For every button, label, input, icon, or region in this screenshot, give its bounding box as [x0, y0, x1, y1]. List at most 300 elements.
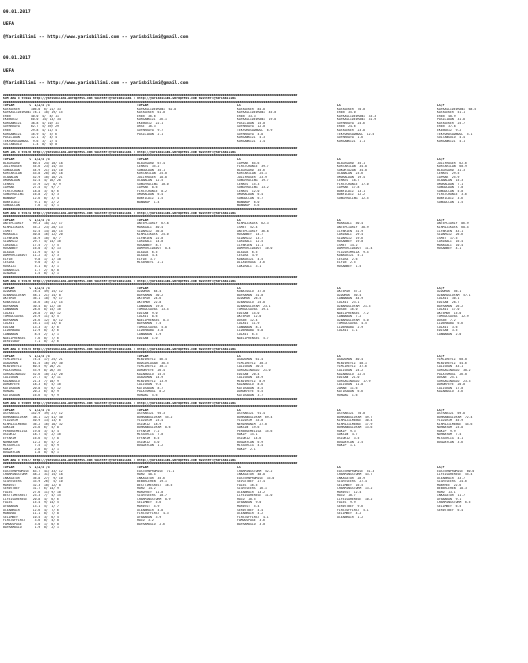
table-cell: COLAVI 23.1 [337, 301, 360, 305]
column-header: LS [237, 465, 241, 469]
table-cell: FALES 15.4 9/ 14/ 5 [3, 501, 59, 505]
table-cell: BUHRANOGLUYAM 13.6 [337, 426, 373, 430]
table-cell: BAYRAMOGLU 1.9 0/ 2/ 1 [3, 526, 59, 530]
table-cell: CERKES 15.3 [237, 182, 260, 186]
table-row [3, 394, 528, 398]
race-title: KUM ARA = 97069 http://yarisbilimi.wordpress.com twitter:@YarisBilimi : http://yarisbilimi.wordpress.com twitter:@YarisBilimi [3, 401, 236, 405]
separator-line: ############################################################################################################################################################## [3, 462, 298, 466]
table-cell: MINIVREYIZ 54.6 [437, 361, 467, 365]
table-cell: CARIBALI 29.4 [337, 233, 364, 237]
table-cell: ANTEPLIARIF 67.8 [137, 222, 169, 226]
table-cell: KIRMIZIKAYA 62.3 [237, 222, 269, 226]
table-cell: USLUKIZ 18.9 [137, 422, 162, 426]
table-cell: GURSAGINOGLU 17.9 [337, 379, 371, 383]
table-cell: USLUKIZ 3.5 [337, 437, 360, 440]
table-cell: GOKSIN 19.6 [237, 426, 260, 430]
table-cell: BUGDAYCAN 1.8 0/ 0/ 1 [3, 451, 59, 455]
table-cell: UCANALAN 23.6 [337, 172, 364, 176]
table-cell: KAZANOGLU 15.5 [137, 372, 165, 376]
table-cell: SUKURTAZAN 34.0 [337, 168, 367, 172]
table-cell: SONGULCAN 5.0 [437, 189, 464, 193]
table-cell: SERVETBEY 9.6 [337, 504, 364, 508]
table-cell: KATIKADAN 6.6 [337, 390, 364, 394]
table-cell: ASTRAKIZI 70.0 [337, 412, 365, 416]
table-cell: TUMSULSAVAS 4.5 [337, 322, 367, 326]
table-cell: ILYBRIEN 43.1 [437, 229, 464, 233]
table-cell: HARO 48.4 [137, 473, 156, 477]
column-header: LS [337, 104, 341, 108]
race-block [3, 455, 528, 529]
table-cell: KORSANKIZI 4.1 [437, 139, 465, 143]
table-cell: SIDARGIZ 29.7 4/ 14/ 10 [3, 240, 61, 244]
table-cell: KAZANOGLU 22.5 [337, 372, 365, 376]
table-cell: BUGDAYCAN 6.9 [237, 440, 264, 444]
table-cell: KAFKASLIDEVRANI 62.8 [137, 107, 177, 111]
table-cell: GOBAKKIZI 1.7 2/ 0/ 0 [3, 268, 59, 272]
separator-line: ############################################################################################################################################################## [3, 147, 298, 151]
table-cell: SUNGFRACING 16.8 2/ 4/ 3 [3, 193, 59, 197]
table-cell: JOLLYROGER 18.8 [137, 175, 167, 179]
table-cell: KATIKADAN 16.6 5/ 9/ 9 [3, 393, 59, 397]
table-cell: EREN 40.0 4/ 8/ 11 [3, 114, 59, 118]
table-cell: SUNGFRACING 13.2 [237, 186, 269, 190]
table-cell: GOKSIN 4.7 [337, 433, 358, 437]
table-cell: COLAVI 6.3 [237, 332, 258, 336]
table-cell: DUSEN 12.4 [237, 318, 258, 322]
table-cell: BUGDAYCAN 1.2 [137, 444, 164, 448]
table-cell: YIMCIREYIZ 37.6 [337, 365, 367, 369]
report-date-repeat: 09.01.2017 [3, 56, 31, 62]
race-block [3, 147, 528, 207]
column-header: LS [337, 465, 341, 469]
table-cell: AKTEMIR 24.6 [137, 297, 162, 301]
table-cell: ANTEPLIARIF 38.9 [337, 225, 369, 229]
table-cell: EASTERNPROMISE 33.0 [237, 476, 275, 480]
table-cell: ISMET 14.2 [337, 243, 358, 247]
column-header: LS/F [437, 354, 445, 358]
table-cell: TEKFORDSADBOGL 12.5 [337, 132, 375, 136]
table-cell: LIDERBABA 6.8 [237, 329, 264, 333]
table-cell: LIDERBABA 3.0 [137, 329, 164, 333]
table-cell: KAYASEKER 25.7 [437, 121, 465, 125]
table-cell: OCEANHAIR 13.2 [237, 490, 265, 494]
table-cell: GURSAGINOGLU 52.6 10/ 21/ 20 [3, 372, 63, 376]
table-cell: SIDARGIZ 13.7 [237, 236, 264, 240]
separator-line: ############################################################################################################################################################## [3, 283, 298, 287]
table-cell: BONYILDIZ 9.1 0/ 2/ 2 [3, 200, 59, 204]
table-cell: BUHRANOGLUYAM 72.4 [437, 415, 473, 419]
table-cell: BAYRAMAN 31.0 [237, 293, 264, 297]
table-cell: SELIMBEY 6.5 [437, 504, 462, 508]
table-cell: ILYBRIEN 31.9 [337, 229, 364, 233]
column-header: LS [237, 104, 241, 108]
table-cell: FIRSTCHANCE 17.0 [337, 182, 369, 186]
report-brand-repeat: UEFA [3, 68, 15, 74]
column-header: LS [337, 354, 341, 358]
column-header: TOPLAM % 1/2/3 /3 [3, 408, 50, 412]
table-cell: CALISKAN 11.8 [337, 383, 364, 387]
table-cell: SULTANGULU 1.4 0/ 0/ 0 [3, 143, 58, 147]
table-cell: EREN 24.6 [337, 125, 356, 129]
table-cell: GUFRKKAYA 62.7 5/ 49/ 29 [3, 125, 59, 129]
table-cell: AYABAKAN 9.0 [237, 501, 262, 505]
table-cell: MINIVREYIZ 13.9 [137, 379, 167, 383]
table-cell: DORUKFEYE 18.3 6/ 5/ 10 [3, 383, 61, 387]
table-cell: EREN 29.8 4/ 11/ 4 [3, 129, 58, 132]
table-cell: KUBATOGLU 34.6 16/ 21/ 14 [3, 301, 63, 305]
table-cell: EDISAN 21.0 [337, 376, 360, 380]
table-cell: OCEANHAIR 12.6 4/ 7/ 6 [3, 508, 59, 512]
separator-line: ############################################################################################################################################################## [3, 208, 298, 212]
table-cell: OCEANHAIR 33.7 [437, 476, 465, 480]
table-cell: SONGULCAN 6.7 [237, 196, 264, 200]
table-cell: HURDAG 5.6 [137, 393, 158, 397]
report-brand: UEFA [3, 22, 15, 28]
separator-line: ############################################################################################################################################################## [3, 397, 298, 401]
table-cell: FALES 9.9 [337, 501, 356, 505]
table-cell: BUHRANOGLUYAM 8.6 [137, 426, 171, 430]
table-cell: CARIBALI 16.4 [437, 240, 464, 244]
table-cell: DORUKFEYE 20.0 [437, 383, 465, 387]
table-cell: COLAVI 30.1 [437, 297, 460, 301]
table-cell: BUHRANOGLUYAM 49.7 [337, 415, 373, 419]
table-cell: BUHRANOGLUYAM 69.4 [237, 415, 273, 419]
table-cell: PERENSEMELISA 15.6 [237, 429, 273, 433]
table-cell: TUMSULSAVAS 12.9 [437, 315, 469, 319]
table-cell: IAPRAK 64.6 [237, 161, 260, 165]
table-cell: WANNAUP 5.6 [237, 204, 260, 208]
table-cell: YIMCIREYIZ 30.3 [237, 361, 267, 365]
table-cell: KAFKASLIDEVRANI 68.5 [437, 107, 477, 111]
table-cell: BUGDAYCAN 2.5 [337, 440, 364, 444]
table-row [3, 340, 528, 344]
table-cell: NAELIPRENSES 7.6 0/ 7/ 6 [3, 336, 59, 340]
table-cell: SONGULDAN 44.9 21/ 14/ 10 [3, 168, 63, 172]
table-cell: KAYASEKER 61.0 [137, 111, 165, 115]
table-cell: UCANALAN 42.9 10/ 18/ 21 [3, 175, 63, 179]
table-cell: JOLLYROGER 55.6 23/ 14/ 33 [3, 165, 63, 169]
table-cell: BUHRANOGLUYAM 55.2 [137, 415, 173, 419]
table-cell: DORUKFEYE 26.4 [137, 369, 165, 373]
table-cell: AGAOSMAN 40.4 [337, 358, 364, 362]
table-cell: UMURALDAN 7.1 [437, 182, 464, 186]
table-cell: PALATUMOGL 26.0 [437, 372, 467, 376]
table-cell: KAYASEKER 106.0 6/ 21/ 33 [3, 107, 61, 111]
race-block [3, 344, 528, 397]
table-cell: ALAIDA 4.4 [137, 254, 158, 258]
separator-line: ############################################################################################################################################################## [3, 100, 298, 104]
column-header: LS [337, 408, 341, 412]
table-cell: MANSHAO 11.1 0/ 7/ 8 [3, 512, 59, 516]
table-cell: CHARMINGSTORM 6.5 [437, 501, 471, 505]
table-cell: CANNABAN 19.6 [137, 304, 164, 308]
table-cell: KIRMIZILMENSE 30.4 [337, 419, 373, 423]
table-cell: FIRSTOFFIRST 3.6 0/ 4/ 0 [3, 519, 59, 523]
table-cell: HOSANBEY 4.1 [437, 247, 462, 251]
table-cell: MISSERCIG 7.0 [137, 433, 164, 437]
table-cell: DAMPERCIDAVUT 8.4 [137, 247, 171, 251]
table-cell: EDISAN 14.0 [237, 311, 260, 315]
column-header: TOPLAM % 1/2/3 /3 [3, 286, 50, 290]
column-header: LS [337, 218, 341, 222]
table-cell: ALAIDA 6.5 [137, 250, 158, 254]
table-cell: CANNABAN 28.6 8/ 15/ 10 [3, 308, 61, 312]
table-cell: HACO 3.2 [137, 519, 154, 523]
table-row [3, 204, 528, 208]
table-cell: BAYRAMOGLU 3.0 [237, 522, 265, 526]
table-cell: EREN 37.8 [437, 125, 456, 129]
table-cell: TEKFORDSADBOGL 9.6 3/ 2/ 4 [3, 139, 58, 143]
table-cell: ALAIDA 6.5 [237, 250, 258, 254]
table-cell: ANTEPLIARIF 36.8 [237, 229, 269, 233]
table-cell: TUMSULSAVAS 19.1 [237, 308, 269, 312]
table-cell: KUBATOGLU 37.0 [237, 290, 265, 294]
column-header: LS/F [437, 408, 445, 412]
table-cell: OZDORUK 78.4 49/ 15/ 12 [3, 290, 63, 294]
table-cell: BONYILDIZ 13.1 [337, 189, 365, 193]
table-cell: KURTARILAN 34.8 [337, 165, 367, 169]
table-cell: PASILIDAN 15.0 [237, 121, 265, 125]
table-cell: TUMSULSAVAS 13.4 [137, 308, 169, 312]
column-header: LS/F [437, 157, 445, 161]
table-cell: UMURALDAN 19.4 [337, 175, 365, 179]
table-cell: MARVEST 32.3 10/ 12/ 8 [3, 483, 61, 487]
table-cell: EDISAN 9.0 [137, 311, 158, 315]
table-cell: ALAIDA 11.9 4/ 4/ 4 [3, 250, 59, 254]
table-cell: AGAOSMAN 14.9 [137, 376, 164, 380]
table-cell: RAKIP 2.1 [237, 447, 256, 451]
table-cell: SERVETBEY 6.4 [437, 508, 464, 512]
table-cell: ILYBRIEN 11.1 [237, 243, 264, 247]
table-cell: SELIMBEY 16.5 [337, 483, 364, 487]
table-cell: NUHBAYAM 23.8 [437, 426, 464, 430]
table-cell: WANNAUP 6.0 [237, 200, 260, 204]
table-cell: CALISKAN 18.9 [237, 376, 264, 380]
table-cell: ASTRAKIZI 95.3 [137, 412, 165, 416]
table-cell: AKTEMIR 57.2 [337, 290, 362, 294]
table-cell: EASTERNPROMISE 71.1 [137, 469, 175, 473]
table-cell: RAKIP 2.6 0/ 1/ 1 [3, 447, 59, 451]
table-cell: FALES 16.5 [237, 483, 258, 487]
table-cell: FIRSTCHANCE 3.6 [437, 193, 467, 197]
table-cell: KORSANKIZI 26.1 [137, 118, 167, 122]
table-cell: SELIMBEY 4.2 [337, 512, 362, 516]
table-cell: HURDAG 1.6 [337, 393, 358, 397]
table-cell: SIDARGIZ 19.6 [337, 236, 364, 240]
table-cell: YILDIRIM 33.0 [237, 419, 264, 423]
table-cell: SONGULCAN 1.5 [437, 200, 464, 204]
table-cell: JOLLYROGER 62.6 [437, 161, 467, 165]
table-cell: DUSAN 25.1 [437, 376, 458, 380]
table-cell: GUFRKKAYA 24.6 [337, 121, 365, 125]
table-cell: MARVEST 5.4 [237, 504, 260, 508]
table-cell: KAFKASLIDEVRANI 19.8 [237, 118, 277, 122]
table-cell: EREN 35.0 [337, 111, 356, 115]
table-row [3, 272, 528, 276]
table-cell: BONYILDIZ 1.5 [137, 196, 164, 200]
table-cell: ILYBRIEN 34.9 10/ 8/ 7 [3, 236, 61, 240]
table-cell: ASTRAKIZI 69.8 [437, 412, 465, 416]
column-header: TOPLAM % 1/2/3 /3 [3, 104, 50, 108]
table-cell: BONYILDIZ 12.2 [337, 193, 365, 197]
table-cell: CAKIRALI 3.1 [237, 264, 262, 268]
table-cell: LIFEISAHERESE 11.0 [237, 494, 273, 498]
table-cell: BUDGIRLAGAN 38.5 [137, 361, 169, 365]
table-cell: DAMPERCIDAVUT 10.0 [237, 247, 273, 251]
table-cell: AKTEMIR 36.1 10/ 9/ 17 [3, 297, 63, 301]
table-cell: HOSANBEY 16.0 3/ 4/ 13 [3, 247, 61, 251]
table-cell: YILDIRIM 45.9 [437, 419, 464, 423]
table-cell: HARO 13.1 [437, 490, 456, 494]
table-cell: ASTRAKIZI 142.9 39/ 27/ 12 [3, 412, 63, 416]
race-title: KUM ARA = 97075 http://yarisbilimi.wordpress.com twitter:@YarisBilimi : http://yarisbilimi.wordpress.com twitter:@YarisBilimi [3, 347, 236, 351]
table-cell: GOKSIN 23.6 6/ 5/ 8 [3, 426, 59, 430]
table-cell: EDISAN 13.3 3/ 3/ 6 [3, 325, 59, 329]
table-cell: CALISKAN 43.1 [437, 365, 464, 369]
table-cell: BAYRAMAN 30.2 [137, 293, 164, 297]
race-title: KUM ARA = 97076 http://yarisbilimi.wordpress.com twitter:@YarisBilimi : http://yarisbilimi.wordpress.com twitter:@YarisBilimi [3, 279, 236, 283]
race-title: KUM INC = 97070 http://yarisbilimi.wordpress.com twitter:@YarisBilimi : http://yarisbilimi.wordpress.com twitter:@YarisBilimi [3, 150, 236, 154]
table-cell: FAMOUSPAGE 3.0 1/ 0/ 0 [3, 522, 59, 526]
separator-line: ############################################################################################################################################################## [3, 405, 298, 409]
table-cell: GUFRKKAYA 9.7 [137, 129, 164, 132]
table-cell: KOBASKIZI 4.5 [237, 257, 264, 261]
table-cell: KAFKASLIDEVRANI 33.3 [337, 114, 377, 118]
table-cell: GURSAGINOGLU 23.3 [437, 379, 471, 383]
column-header: TOPLAM % 1/2/3 /3 [3, 157, 50, 161]
table-cell: TUMSULSAVAS 5.8 [137, 325, 167, 329]
table-cell: USLUKIZ 4.0 [137, 440, 160, 444]
table-cell: CESIKA 2.6 [337, 257, 358, 261]
table-cell: KORSANKIZI 16.9 4/ 5/ 6 [3, 132, 58, 136]
table-cell: CERKES 37.9 12/ 8/ 9 [3, 182, 61, 186]
table-cell: KORSANKIZI 4.3 [237, 136, 265, 140]
separator-line: ############################################################################################################################################################## [3, 351, 298, 355]
table-cell: EASTERNPROMISE 51.3 [337, 469, 375, 473]
table-cell: KIRMIZIKAYA 25.0 [137, 233, 169, 237]
separator-line: ############################################################################################################################################################## [3, 154, 298, 158]
table-cell: SUNGFRACING 10.0 [137, 182, 169, 186]
table-cell: UMURALDAN 6.4 [137, 193, 164, 197]
column-header: TOPLAM % 1/2/3 /3 [3, 354, 50, 358]
table-cell: LIFEISAHERESE 55.4 [437, 473, 473, 477]
column-header: LS [237, 354, 241, 358]
report-credit: @YarisBilimi -- http://www.yarisbilimi.com -- yarisbilimi@gmail.com [3, 34, 189, 40]
race-block [3, 208, 528, 275]
table-cell: AYABAKAN 13.1 5/ 1/ 7 [3, 504, 59, 508]
table-cell: DORUKFEYE 6.5 [237, 390, 264, 394]
table-cell: CHARMINGSTORM 52.2 [237, 469, 273, 473]
table-cell: OZDORUK 64.4 [137, 290, 162, 294]
race-block [3, 94, 528, 147]
table-cell: RAKIP 9.9 [437, 429, 456, 433]
table-cell: OCEANHAIR 4.8 [137, 508, 164, 512]
table-cell: IAPRAK 27.5 5/ 9/ 7 [3, 186, 59, 190]
table-cell: HACO 10.5 [237, 497, 256, 501]
table-cell: SELIMBEY 5.6 [137, 501, 162, 505]
separator-line: ############################################################################################################################################################## [3, 215, 298, 219]
table-cell: CALISKAN 9.4 [137, 383, 162, 387]
table-cell: BESTTIMESREST 23.3 7/ 4/ 15 [3, 494, 61, 498]
table-cell: SIGHTSEERS 10.7 [137, 494, 167, 498]
table-cell: MAROFKEY 11.0 [137, 490, 164, 494]
table-cell: SONGULDAN 35.1 [137, 168, 165, 172]
table-cell: AKTEMIR 12.0 [237, 315, 262, 319]
table-row [3, 526, 528, 530]
table-cell: BAYRAMAN 26.2 [437, 304, 464, 308]
table-cell: YIMCIREYIZ 74.4 17/ 25/ 21 [3, 358, 63, 362]
table-cell: SUNGFRACING 19.7 [237, 179, 269, 183]
table-cell: CHARMINGSTORM 43.7 [337, 473, 373, 477]
table-cell: EASTERNPROMISE 83.7 41/ 33/ 12 [3, 469, 63, 473]
table-cell: KAYASEKER 84.8 [237, 107, 265, 111]
table-cell: GURSAGINOGLU 21.0 [237, 369, 271, 373]
race-title: KUM ARA = 97044 http://yarisbilimi.wordpress.com twitter:@YarisBilimi : http://yarisbilimi.wordpress.com twitter:@YarisBilimi [3, 97, 236, 101]
column-header: LS [237, 218, 241, 222]
table-cell: UMURALDAN 42.4 4/ 16/ 28 [3, 179, 61, 183]
table-cell: FIRSTCHANCE 18.8 3/ 0/ 6 [3, 189, 59, 193]
table-row [3, 451, 528, 455]
table-cell: NEHIRHANIM 27.0 [237, 422, 267, 426]
table-cell: YIMCIREYIZ 60.0 [437, 358, 467, 362]
report-credit-repeat: @YarisBilimi -- http://www.yarisbilimi.com -- yarisbilimi@gmail.com [3, 81, 189, 87]
table-cell: SIDARGIZ 26.6 [437, 233, 464, 237]
table-cell: MARASALI 50.4 [337, 222, 364, 226]
table-cell: YIMCIREYIZ 30.1 [137, 365, 167, 369]
table-cell: CERKES 29.5 [437, 172, 460, 176]
table-cell: EYYARIM 16.6 5/ 7/ 8 [3, 437, 59, 440]
column-header: TOPLAM % 1/2/3 /3 [3, 465, 50, 469]
table-cell: CANNABAN 7.2 [337, 315, 362, 319]
table-cell: LIDERBABA 12.9 0/ 3/ 6 [3, 329, 59, 333]
table-cell: SUNGFRACING 12.5 [337, 196, 369, 200]
table-cell: CALISKAN 24.2 [337, 369, 364, 373]
table-cell: KATIKADAN 8.7 [137, 386, 164, 390]
table-cell: COLAVI 26.8 7/ 10/ 12 [3, 311, 61, 315]
table-cell: CHARMINGSTORM 48.2 31/ 15/ 18 [3, 473, 63, 477]
table-cell: SIDARGIZ 36.8 [137, 229, 164, 233]
table-cell: KORSANKIZI 1.1 [337, 139, 365, 143]
table-cell: FIRSTOFFIRST 4.3 [137, 512, 169, 516]
table-cell: AGAOSMAN 61.4 [237, 358, 264, 362]
table-cell: HOSANBEY 1.5 [337, 264, 362, 268]
table-cell: ISMET 17.5 [437, 236, 458, 240]
table-cell: EASTERNPROMISE 60.0 [437, 469, 475, 473]
table-cell: OZBAROGLUYAM 23.1 [237, 304, 271, 308]
table-cell: KOBASKIZI 5.1 [337, 254, 364, 258]
table-cell: MINIVREYIZ 60.5 9/ 20/ 21 [3, 365, 61, 369]
table-cell: NAELIPRENSES 8.3 [137, 318, 169, 322]
table-cell: COLAVI 17.0 [437, 308, 460, 312]
table-cell: EDISAN 3.5 [437, 329, 458, 333]
table-cell: USLUKIZ 14.6 [237, 437, 262, 440]
column-header: TOPLAM [137, 218, 149, 222]
table-cell: HARO 14.2 [137, 487, 156, 491]
table-cell: EKENSKIZ 22.1 [137, 121, 164, 125]
table-cell: ANTEPLIARIF 86.9 [437, 222, 469, 226]
table-cell: MINIVREYIZ 8.9 [237, 379, 265, 383]
table-cell: NAELIPRENSES 5.7 [237, 336, 269, 340]
table-cell: MISSERCIG 7.5 1/ 0/ 9 [3, 444, 59, 448]
table-cell: SERVETBEY 31.7 6/ 14/ 9 [3, 487, 59, 491]
race-blocks [3, 94, 528, 530]
table-cell: INKASATOR 11.7 [437, 494, 465, 498]
table-cell: ISMET 52.4 [237, 225, 258, 229]
column-header: TOPLAM [137, 104, 149, 108]
table-cell: EREN 33.3 [237, 114, 256, 118]
table-cell: IAPRAK 25.9 [437, 175, 460, 179]
table-cell: ZAMAN 11.6 [337, 386, 358, 390]
